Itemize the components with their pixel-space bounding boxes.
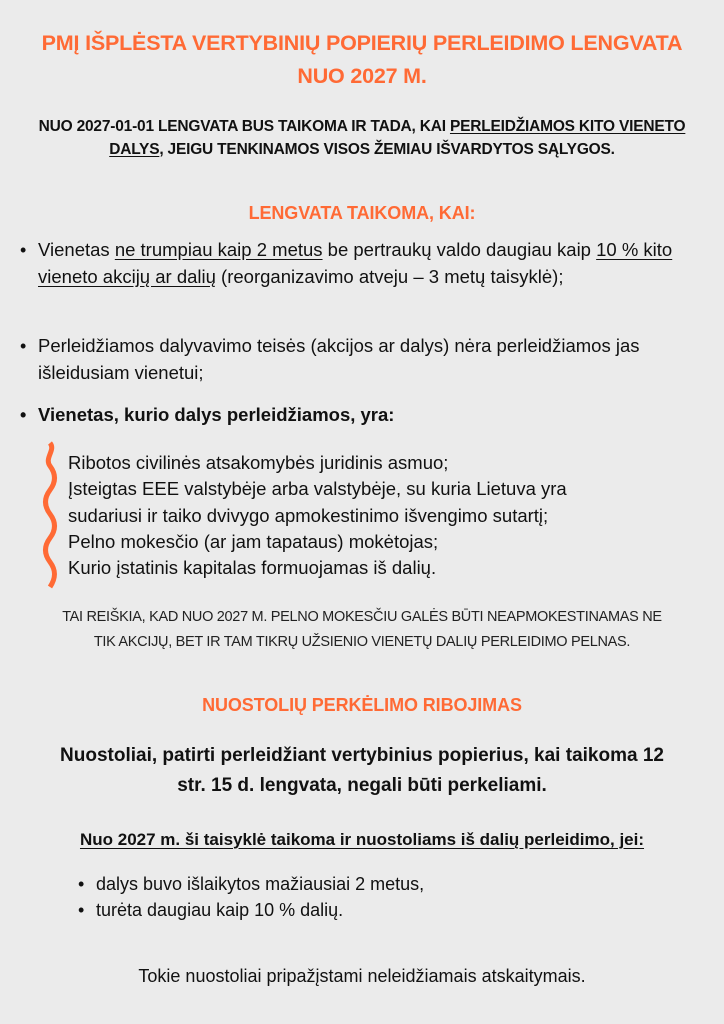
entity-requirement-item: Įsteigtas EEE valstybėje arba valstybėje, su kuria Lietuva yra: [68, 478, 567, 500]
entity-requirement-item: Pelno mokesčio (ar jam tapataus) mokėtojas;: [68, 530, 439, 552]
entity-requirement-item: sudariusi ir taiko dvivygo apmokestinimo išvengimo sutartį;: [68, 504, 549, 526]
loss-condition-item: [78, 871, 696, 897]
page-title: [0, 27, 724, 93]
condition-text: be pertraukų valdo daugiau kaip: [322, 239, 597, 260]
page-title-line-2: NUO 2027 M.: [297, 64, 427, 88]
loss-condition-item: [78, 897, 696, 923]
loss-rule-text: Nuo 2027 m. ši taisyklė taikoma ir nuostoliams iš dalių perleidimo, jei:: [79, 830, 645, 849]
intro-underlined-text: PERLEIDŽIAMOS KITO VIENETO DALYS: [109, 118, 686, 158]
section-heading-relief-applies: LENGVATA TAIKOMA, KAI:: [248, 203, 476, 223]
bullet-icon: •: [78, 874, 85, 894]
entity-requirements-list: [68, 450, 708, 581]
intro-text-after: , JEIGU TENKINAMOS VISOS ŽEMIAU IŠVARDYTOS SĄLYGOS.: [159, 141, 615, 158]
bullet-icon: •: [20, 336, 27, 356]
loss-condition-text: dalys buvo išlaikytos mažiausiai 2 metus,: [96, 874, 425, 894]
bullet-icon: •: [20, 405, 27, 425]
loss-rule-statement: [0, 830, 724, 850]
condition-text: Perleidžiamos dalyvavimo teisės (akcijos ar dalys) nėra perleidžiamos jas išleidusiam vienetui;: [38, 335, 640, 383]
loss-conditions-list: [78, 871, 696, 923]
bullet-icon: •: [20, 240, 27, 260]
condition-item-holding-period: [20, 237, 714, 290]
loss-main-line-1: Nuostoliai, patirti perleidžiant vertybinius popierius, kai taikoma 12: [60, 745, 664, 766]
condition-text: (reorganizavimo atveju – 3 metų taisyklė);: [215, 265, 564, 287]
page-title-line-1: PMĮ IŠPLĖSTA VERTYBINIŲ POPIERIŲ PERLEIDIMO LENGVATA: [41, 31, 683, 55]
explanatory-note: [20, 605, 704, 655]
condition-text: Vienetas, kurio dalys perleidžiamos, yra:: [38, 404, 395, 425]
loss-condition-text: turėta daugiau kaip 10 % dalių.: [96, 900, 344, 920]
condition-item-not-to-issuer: [20, 333, 714, 386]
bullet-icon: •: [78, 900, 85, 920]
section-heading-loss-carryforward: NUOSTOLIŲ PERKĖLIMO RIBOJIMAS: [202, 695, 522, 715]
condition-item-entity-type: [20, 402, 714, 429]
loss-main-statement: [20, 741, 704, 801]
note-line-1: TAI REIŠKIA, KAD NUO 2027 M. PELNO MOKESČIU GALĖS BŪTI NEAPMOKESTINAMAS NE: [62, 609, 662, 625]
note-line-2: TIK AKCIJŲ, BET IR TAM TIKRŲ UŽSIENIO VIENETŲ DALIŲ PERLEIDIMO PELNAS.: [93, 634, 631, 650]
intro-text-before: NUO 2027-01-01 LENGVATA BUS TAIKOMA IR TADA, KAI: [38, 118, 450, 135]
condition-underlined-duration: ne trumpiau kaip 2 metus: [114, 239, 323, 260]
intro-paragraph: [30, 115, 694, 161]
closing-statement: Tokie nuostoliai pripažįstami neleidžiamais atskaitymais.: [138, 966, 586, 986]
wavy-line-decoration: [40, 440, 62, 590]
condition-underlined-share: 10 % kito vieneto akcijų ar dalių: [38, 239, 673, 287]
entity-requirement-item: Ribotos civilinės atsakomybės juridinis asmuo;: [68, 452, 449, 473]
entity-requirement-item: Kurio įstatinis kapitalas formuojamas iš dalių.: [68, 557, 437, 579]
loss-main-line-2: str. 15 d. lengvata, negali būti perkeliami.: [177, 775, 547, 796]
condition-text: Vienetas: [38, 239, 115, 260]
